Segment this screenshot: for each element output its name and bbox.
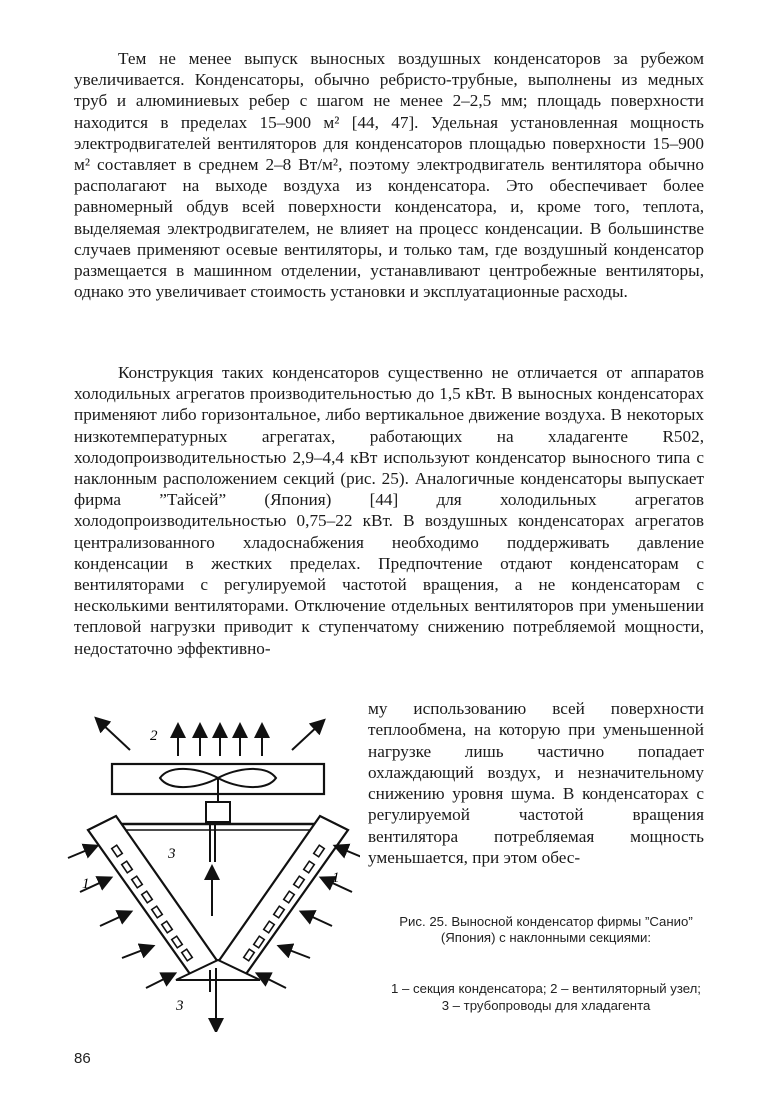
paragraph-1: Тем не менее выпуск выносных воздушных конденсаторов за рубежом увеличивается. Конденсаторы, обычно ребристо-трубные, выполнены из медных труб и алюминиевых ребер с шагом не менее 2–2,5 мм; площадь поверхности находится в пределах 15–900 м² [44, 47]. Удельная установленная мощность электродвигателей вентиляторов для конденсаторов площадью поверхности 15–900 м² составляет в среднем 2–8 Вт/м², поэтому электродвигатель вентилятора обычно располагают на выходе воздуха из конденсатора. Это обеспечивает более равномерный обдув всей поверхности конденсатора, и, кроме того, теплота, выделяемая электродвигателем, не влияет на процесс конденсации. В большинстве случаев применяют осевые вентиляторы, и только там, где воздушный конденсатор размещается в машинном отделении, устанавливают центробежные вентиляторы, однако это увеличивает стоимость установки и эксплуатационные расходы. [74, 49, 704, 302]
figure-legend: 1 – секция конденсатора; 2 – вентиляторный узел; 3 – трубопроводы для хладагента [391, 981, 701, 1013]
paragraph-2-continued: му использованию всей поверхности теплообмена, на которую при уменьшенной нагрузке лишь частично попадает охлаждающий воздух, и незначительному снижению уровня шума. В конденсаторах с регулируемой частотой вращения вентилятора потребляемая мощность уменьшается, при этом обес- [368, 699, 704, 868]
label-2: 2 [150, 728, 158, 744]
label-1-left: 1 [82, 876, 90, 892]
label-3-top: 3 [168, 846, 176, 862]
condenser-section-left [88, 816, 218, 974]
fan-motor [206, 802, 230, 822]
figure-25 [60, 712, 360, 1032]
label-3-bottom: 3 [176, 998, 184, 1014]
figure-caption: Рис. 25. Выносной конденсатор фирмы ”Санио” (Япония) с наклонными секциями: [399, 914, 693, 945]
paragraph-2: Конструкция таких конденсаторов существенно не отличается от аппаратов холодильных агрегатов производительностью до 1,5 кВт. В выносных конденсаторах применяют либо горизонтальное, либо вертикальное движение воздуха. В некоторых низкотемпературных агрегатах, работающих на хладагенте R502, холодопроизводительностью 2,9–4,4 кВт используют конденсатор выносного типа с наклонным расположением секций (рис. 25). Аналогичные конденсаторы выпускает фирма ”Тайсей” (Япония) [44] для холодильных агрегатов холодопроизводительностью 0,75–22 кВт. В воздушных конденсаторах агрегатов централизованного хладоснабжения необходимо поддерживать давление конденсации в жестких пределах. Предпочтение отдают конденсаторам с вентиляторами с регулируемой частотой вращения, а не конденсаторам с несколькими вентиляторами. Отключение отдельных вентиляторов при уменьшении тепловой нагрузки приводит к ступенчатому снижению потребляемой мощности, недостаточно эффективно- [74, 363, 704, 658]
condenser-section-right [218, 816, 348, 974]
fan-blade-left [160, 769, 218, 787]
condenser-diagram [60, 712, 360, 1032]
page-number: 86 [74, 1050, 91, 1067]
label-1-right: 1 [332, 870, 340, 886]
fan-blade-right [218, 769, 276, 787]
